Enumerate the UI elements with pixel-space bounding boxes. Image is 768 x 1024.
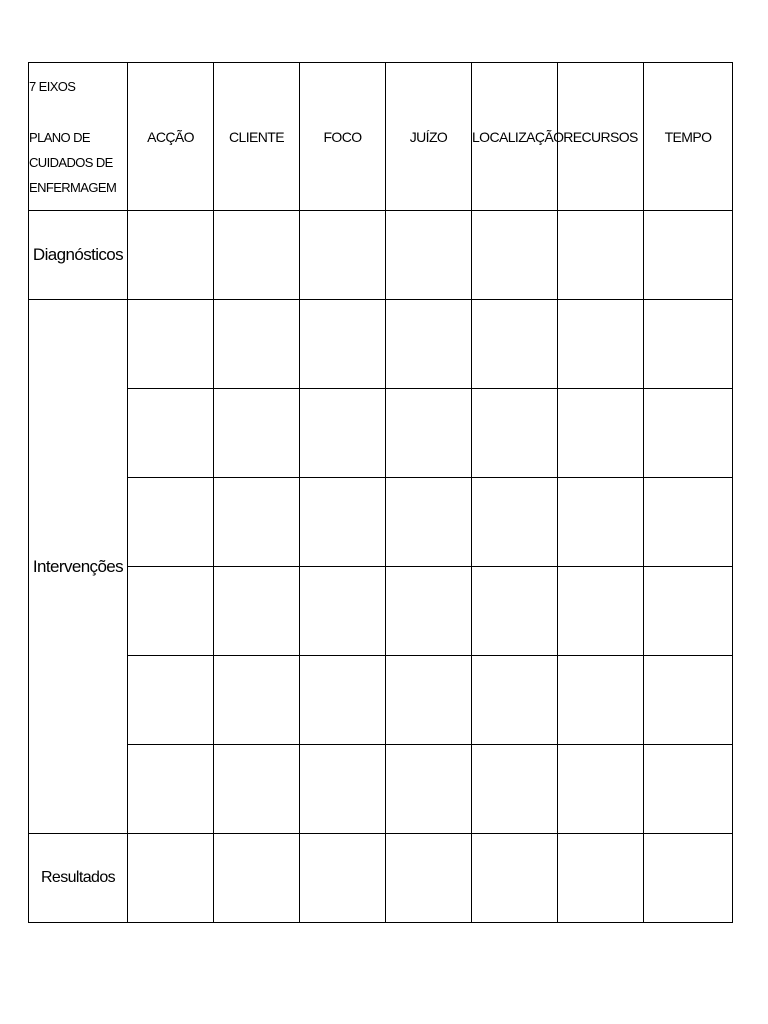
column-header-juizo: JUÍZO xyxy=(386,63,472,211)
table-cell[interactable] xyxy=(128,745,214,834)
table-cell[interactable] xyxy=(644,745,733,834)
column-header-recursos: RECURSOS xyxy=(558,63,644,211)
table-cell[interactable] xyxy=(300,478,386,567)
table-cell[interactable] xyxy=(214,300,300,389)
table-cell[interactable] xyxy=(558,745,644,834)
table-cell[interactable] xyxy=(300,745,386,834)
plan-title-line-1: PLANO DE xyxy=(29,129,90,145)
table-cell[interactable] xyxy=(386,656,472,745)
plan-title-line-2: CUIDADOS DE xyxy=(29,154,113,170)
table-cell[interactable] xyxy=(558,389,644,478)
table-cell[interactable] xyxy=(386,211,472,300)
interventions-label: Intervenções xyxy=(29,300,128,834)
table-cell[interactable] xyxy=(558,211,644,300)
table-cell[interactable] xyxy=(558,834,644,923)
column-header-accao: ACÇÃO xyxy=(128,63,214,211)
table-cell[interactable] xyxy=(214,745,300,834)
results-label: Resultados xyxy=(29,834,128,923)
column-header-tempo: TEMPO xyxy=(644,63,733,211)
table-cell[interactable] xyxy=(386,745,472,834)
interventions-row xyxy=(29,300,733,389)
table-cell[interactable] xyxy=(300,389,386,478)
table-cell[interactable] xyxy=(644,656,733,745)
interventions-row xyxy=(29,656,733,745)
table-cell[interactable] xyxy=(214,656,300,745)
table-cell[interactable] xyxy=(300,567,386,656)
table-cell[interactable] xyxy=(128,834,214,923)
table-cell[interactable] xyxy=(214,389,300,478)
table-cell[interactable] xyxy=(472,567,558,656)
table-cell[interactable] xyxy=(386,478,472,567)
table-cell[interactable] xyxy=(128,300,214,389)
table-cell[interactable] xyxy=(128,656,214,745)
table-cell[interactable] xyxy=(214,834,300,923)
table-cell[interactable] xyxy=(386,567,472,656)
table-cell[interactable] xyxy=(558,567,644,656)
table-cell[interactable] xyxy=(644,478,733,567)
results-row xyxy=(29,834,733,923)
table-cell[interactable] xyxy=(558,300,644,389)
table-cell[interactable] xyxy=(644,300,733,389)
nursing-care-plan-table xyxy=(28,62,733,923)
header-row xyxy=(29,63,733,211)
table-cell[interactable] xyxy=(214,478,300,567)
table-cell[interactable] xyxy=(386,834,472,923)
table-cell[interactable] xyxy=(128,478,214,567)
column-header-foco: FOCO xyxy=(300,63,386,211)
table-cell[interactable] xyxy=(128,389,214,478)
diagnostics-label: Diagnósticos xyxy=(29,211,128,300)
column-header-localizacao: LOCALIZAÇÃO xyxy=(472,63,558,211)
table-cell[interactable] xyxy=(472,478,558,567)
table-cell[interactable] xyxy=(300,834,386,923)
table-cell[interactable] xyxy=(472,656,558,745)
table-cell[interactable] xyxy=(128,567,214,656)
table-cell[interactable] xyxy=(472,745,558,834)
corner-cell xyxy=(29,63,128,211)
interventions-row xyxy=(29,389,733,478)
table-cell[interactable] xyxy=(644,567,733,656)
table-cell[interactable] xyxy=(472,834,558,923)
table-cell[interactable] xyxy=(386,389,472,478)
axes-label: 7 EIXOS xyxy=(29,78,76,94)
table-cell[interactable] xyxy=(472,389,558,478)
table-cell[interactable] xyxy=(558,478,644,567)
diagnostics-row xyxy=(29,211,733,300)
interventions-row xyxy=(29,478,733,567)
table-cell[interactable] xyxy=(558,656,644,745)
table-cell[interactable] xyxy=(300,656,386,745)
table-cell[interactable] xyxy=(472,211,558,300)
table-cell[interactable] xyxy=(300,211,386,300)
table-cell[interactable] xyxy=(128,211,214,300)
plan-title-line-3: ENFERMAGEM xyxy=(29,179,117,195)
table-cell[interactable] xyxy=(644,211,733,300)
table-cell[interactable] xyxy=(472,300,558,389)
table-cell[interactable] xyxy=(644,834,733,923)
interventions-row xyxy=(29,745,733,834)
table-cell[interactable] xyxy=(214,211,300,300)
table-cell[interactable] xyxy=(644,389,733,478)
table-cell[interactable] xyxy=(300,300,386,389)
table-cell[interactable] xyxy=(386,300,472,389)
interventions-row xyxy=(29,567,733,656)
table-cell[interactable] xyxy=(214,567,300,656)
column-header-cliente: CLIENTE xyxy=(214,63,300,211)
